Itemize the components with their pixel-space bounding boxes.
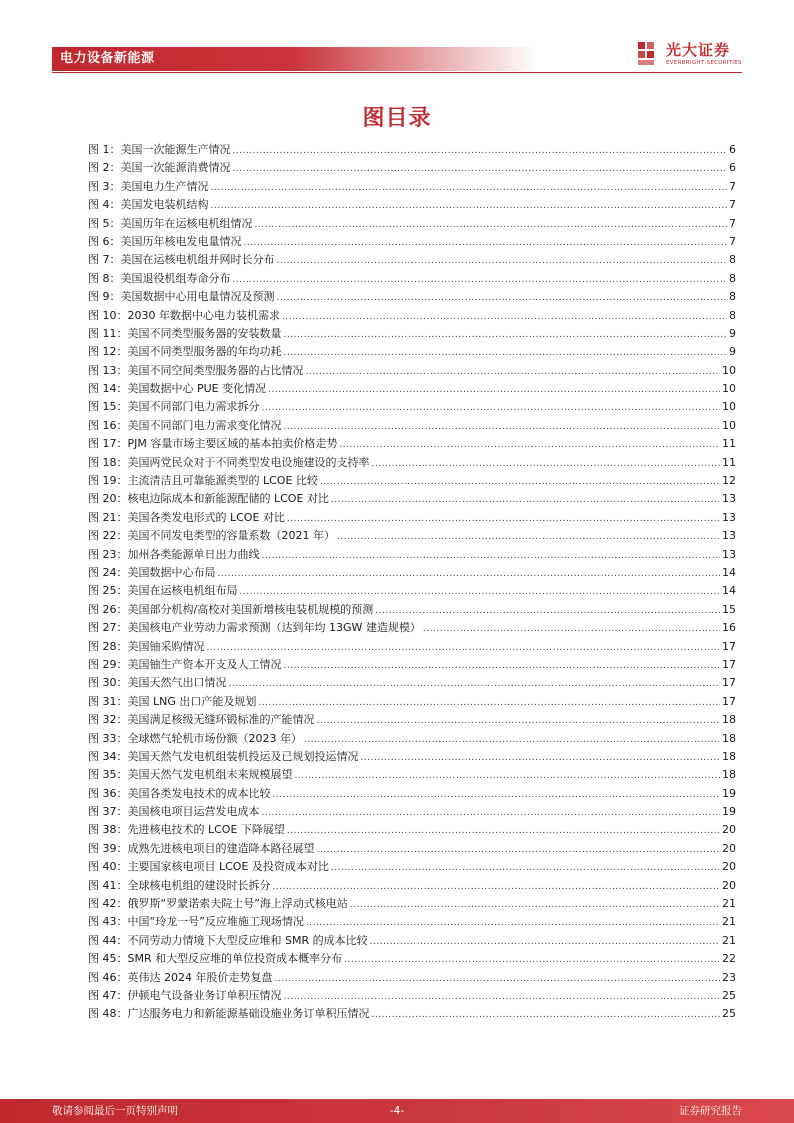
toc-leader-dots xyxy=(331,859,720,877)
toc-entry-page: 8 xyxy=(729,271,736,285)
toc-entry-page: 12 xyxy=(722,474,736,488)
toc-leader-dots xyxy=(287,822,720,840)
footer-report-type: 证券研究报告 xyxy=(679,1105,742,1117)
toc-entry-page: 20 xyxy=(722,860,736,874)
toc-entry-page: 10 xyxy=(722,382,736,396)
toc-entry-label: 图 40：主要国家核电项目 LCOE 及投资成本对比 xyxy=(88,860,329,874)
toc-leader-dots xyxy=(273,786,721,804)
toc-entry[interactable] xyxy=(88,601,736,619)
toc-leader-dots xyxy=(284,657,721,675)
toc-entry[interactable] xyxy=(88,343,736,361)
toc-entry-page: 20 xyxy=(722,878,736,892)
toc-leader-dots xyxy=(370,933,720,951)
toc-entry-page: 7 xyxy=(729,234,736,248)
toc-entry[interactable] xyxy=(88,766,736,784)
toc-entry-page: 9 xyxy=(729,345,736,359)
toc-leader-dots xyxy=(255,216,728,234)
toc-entry[interactable] xyxy=(88,196,736,214)
toc-leader-dots xyxy=(295,767,721,785)
toc-entry-page: 8 xyxy=(729,308,736,322)
toc-entry-page: 6 xyxy=(729,143,736,156)
toc-leader-dots xyxy=(207,639,721,657)
toc-entry-label: 图 5：美国历年在运核电机组情况 xyxy=(88,216,253,230)
toc-entry-label: 图 37：美国核电项目运营发电成本 xyxy=(88,805,260,819)
toc-leader-dots xyxy=(274,970,720,988)
toc-entry-label: 图 18：美国两党民众对于不同类型发电设施建设的支持率 xyxy=(88,455,370,469)
toc-entry-label: 图 35：美国天然气发电机组未来规模展望 xyxy=(88,768,293,782)
logo-mark-icon xyxy=(636,40,658,68)
toc-leader-dots xyxy=(304,731,720,749)
toc-entry[interactable] xyxy=(88,1005,736,1023)
toc-leader-dots xyxy=(317,712,721,730)
toc-entry[interactable] xyxy=(88,233,736,251)
toc-entry[interactable] xyxy=(88,251,736,269)
toc-entry[interactable] xyxy=(88,877,736,895)
toc-entry-page: 25 xyxy=(722,988,736,1002)
toc-entry-page: 8 xyxy=(729,253,736,267)
toc-entry-label: 图 44：不同劳动力情境下大型反应堆和 SMR 的成本比较 xyxy=(88,933,368,947)
toc-leader-dots xyxy=(306,363,721,381)
toc-entry[interactable] xyxy=(88,895,736,913)
toc-leader-dots xyxy=(240,583,721,601)
toc-entry-label: 图 20：核电边际成本和新能源配储的 LCOE 对比 xyxy=(88,492,329,506)
toc-leader-dots xyxy=(320,473,720,491)
toc-entry-page: 16 xyxy=(722,621,736,635)
toc-entry-label: 图 12：美国不同类型服务器的年均功耗 xyxy=(88,345,282,359)
toc-entry-page: 20 xyxy=(722,841,736,855)
toc-leader-dots xyxy=(277,252,728,270)
toc-entry-label: 图 30：美国天然气出口情况 xyxy=(88,676,227,690)
toc-entry[interactable] xyxy=(88,141,736,159)
toc-entry-label: 图 1：美国一次能源生产情况 xyxy=(88,143,231,156)
toc-leader-dots xyxy=(331,491,720,509)
toc-entry-page: 18 xyxy=(722,713,736,727)
toc-entry[interactable] xyxy=(88,619,736,637)
toc-entry-label: 图 22：美国不同发电类型的容量系数（2021 年） xyxy=(88,529,335,543)
toc-entry[interactable] xyxy=(88,325,736,343)
toc-entry-page: 13 xyxy=(722,529,736,543)
toc-entry-page: 18 xyxy=(722,749,736,763)
toc-leader-dots xyxy=(317,841,721,859)
toc-entry-label: 图 26：美国部分机构/高校对美国新增核电装机规模的预测 xyxy=(88,602,374,616)
toc-entry[interactable] xyxy=(88,748,736,766)
toc-entry-page: 7 xyxy=(729,198,736,212)
toc-leader-dots xyxy=(284,344,728,362)
toc-entry-page: 14 xyxy=(722,584,736,598)
toc-leader-dots xyxy=(344,951,720,969)
toc-entry-page: 10 xyxy=(722,400,736,414)
toc-leader-dots xyxy=(306,914,720,932)
toc-entry-label: 图 9：美国数据中心用电量情况及预测 xyxy=(88,290,275,304)
toc-entry-label: 图 3：美国电力生产情况 xyxy=(88,179,209,193)
toc-leader-dots xyxy=(244,234,728,252)
toc-entry-page: 23 xyxy=(722,970,736,984)
toc-entry-page: 17 xyxy=(722,676,736,690)
header-section-title: 电力设备新能源 xyxy=(60,51,155,66)
toc-entry[interactable] xyxy=(88,527,736,545)
toc-entry[interactable] xyxy=(88,270,736,288)
toc-leader-dots xyxy=(211,179,728,197)
toc-entry-page: 18 xyxy=(722,731,736,745)
toc-entry-page: 11 xyxy=(722,437,736,451)
toc-leader-dots xyxy=(337,528,720,546)
toc-entry-page: 17 xyxy=(722,639,736,653)
toc-entry-page: 21 xyxy=(722,897,736,911)
toc-entry-label: 图 31：美国 LNG 出口产能及规划 xyxy=(88,694,257,708)
toc-entry-label: 图 36：美国各类发电技术的成本比较 xyxy=(88,786,271,800)
toc-entry[interactable] xyxy=(88,398,736,416)
toc-entry[interactable] xyxy=(88,969,736,987)
toc-entry[interactable] xyxy=(88,711,736,729)
toc-entry[interactable] xyxy=(88,509,736,527)
toc-entry[interactable] xyxy=(88,674,736,692)
toc-entry[interactable] xyxy=(88,730,736,748)
toc-entry[interactable] xyxy=(88,821,736,839)
toc-entry[interactable] xyxy=(88,417,736,435)
toc-leader-dots xyxy=(233,160,728,178)
toc-entry[interactable] xyxy=(88,307,736,325)
toc-leader-dots xyxy=(258,694,720,712)
toc-leader-dots xyxy=(262,804,721,822)
toc-entry-label: 图 29：美国铀生产资本开支及人工情况 xyxy=(88,657,282,671)
toc-entry[interactable] xyxy=(88,490,736,508)
toc-entry-label: 图 15：美国不同部门电力需求拆分 xyxy=(88,400,260,414)
toc-entry-page: 11 xyxy=(722,455,736,469)
toc-entry-page: 25 xyxy=(722,1007,736,1021)
toc-entry-page: 7 xyxy=(729,216,736,230)
logo-chinese-name: 光大证券 xyxy=(666,41,731,59)
toc-entry-page: 13 xyxy=(722,510,736,524)
toc-entry-page: 15 xyxy=(722,602,736,616)
toc-entry[interactable] xyxy=(88,693,736,711)
toc-leader-dots xyxy=(233,271,728,289)
toc-entry[interactable] xyxy=(88,840,736,858)
toc-entry-label: 图 6：美国历年核电发电量情况 xyxy=(88,234,242,248)
toc-leader-dots xyxy=(233,142,728,160)
toc-entry-label: 图 43：中国“玲龙一号”反应堆施工现场情况 xyxy=(88,915,304,929)
toc-entry-label: 图 41：全球核电机组的建设时长拆分 xyxy=(88,878,271,892)
toc-leader-dots xyxy=(287,510,720,528)
toc-leader-dots xyxy=(262,547,721,565)
toc-entry-label: 图 17：PJM 容量市场主要区域的基本拍卖价格走势 xyxy=(88,437,338,451)
toc-entry[interactable] xyxy=(88,803,736,821)
toc-entry[interactable] xyxy=(88,546,736,564)
toc-leader-dots xyxy=(273,878,721,896)
toc-entry-page: 8 xyxy=(729,290,736,304)
page-title: 图目录 xyxy=(362,106,432,131)
toc-entry-page: 21 xyxy=(722,933,736,947)
toc-entry-page: 14 xyxy=(722,565,736,579)
toc-entry-page: 6 xyxy=(729,161,736,175)
toc-leader-dots xyxy=(211,197,728,215)
toc-leader-dots xyxy=(372,1006,721,1024)
toc-entry-page: 13 xyxy=(722,547,736,561)
footer-disclaimer-link: 敬请参阅最后一页特别声明 xyxy=(52,1105,178,1117)
toc-entry-page: 21 xyxy=(722,915,736,929)
toc-entry-label: 图 39：成熟先进核电项目的建造降本路径展望 xyxy=(88,841,315,855)
toc-entry[interactable] xyxy=(88,159,736,177)
toc-entry[interactable] xyxy=(88,638,736,656)
toc-entry[interactable] xyxy=(88,472,736,490)
page-number: -4- xyxy=(389,1105,405,1117)
toc-entry[interactable] xyxy=(88,785,736,803)
toc-leader-dots xyxy=(282,308,727,326)
toc-entry-label: 图 11：美国不同类型服务器的安装数量 xyxy=(88,326,282,340)
toc-entry-page: 17 xyxy=(722,657,736,671)
toc-leader-dots xyxy=(361,749,721,767)
toc-entry-label: 图 42：俄罗斯“罗蒙诺索夫院士号”海上浮动式核电站 xyxy=(88,897,348,911)
toc-entry-page: 10 xyxy=(722,418,736,432)
toc-entry[interactable] xyxy=(88,656,736,674)
toc-entry-page: 20 xyxy=(722,823,736,837)
toc-entry[interactable] xyxy=(88,435,736,453)
toc-leader-dots xyxy=(284,418,721,436)
toc-leader-dots xyxy=(284,326,728,344)
toc-entry-page: 9 xyxy=(729,326,736,340)
toc-entry[interactable] xyxy=(88,288,736,306)
header-divider xyxy=(52,72,742,73)
toc-leader-dots xyxy=(277,289,728,307)
toc-entry-label: 图 23：加州各类能源单日出力曲线 xyxy=(88,547,260,561)
toc-entry-label: 图 48：广达服务电力和新能源基础设施业务订单积压情况 xyxy=(88,1007,370,1021)
toc-entry-label: 图 25：美国在运核电机组布局 xyxy=(88,584,238,598)
toc-entry[interactable] xyxy=(88,913,736,931)
toc-entry[interactable] xyxy=(88,987,736,1005)
toc-entry-label: 图 4：美国发电装机结构 xyxy=(88,198,209,212)
toc-entry-label: 图 33：全球燃气轮机市场份额（2023 年） xyxy=(88,731,302,745)
toc-entry[interactable] xyxy=(88,950,736,968)
toc-entry-label: 图 7：美国在运核电机组并网时长分布 xyxy=(88,253,275,267)
toc-entry[interactable] xyxy=(88,380,736,398)
toc-entry-page: 22 xyxy=(722,952,736,966)
toc-entry-label: 图 2：美国一次能源消费情况 xyxy=(88,161,231,175)
toc-entry-label: 图 34：美国天然气发电机组装机投运及已规划投运情况 xyxy=(88,749,359,763)
toc-entry[interactable] xyxy=(88,932,736,950)
toc-entry-page: 13 xyxy=(722,492,736,506)
toc-leader-dots xyxy=(262,399,721,417)
toc-leader-dots xyxy=(268,381,720,399)
toc-entry-page: 19 xyxy=(722,805,736,819)
toc-leader-dots xyxy=(218,565,721,583)
toc-entry-label: 图 16：美国不同部门电力需求变化情况 xyxy=(88,418,282,432)
toc-entry[interactable] xyxy=(88,582,736,600)
toc-entry-label: 图 38：先进核电技术的 LCOE 下降展望 xyxy=(88,823,285,837)
toc-entry-page: 19 xyxy=(722,786,736,800)
toc-entry-page: 17 xyxy=(722,694,736,708)
toc-entry-page: 7 xyxy=(729,179,736,193)
toc-leader-dots xyxy=(375,602,720,620)
toc-entry-label: 图 24：美国数据中心布局 xyxy=(88,565,216,579)
toc-leader-dots xyxy=(423,620,720,638)
figure-list xyxy=(88,141,736,1024)
toc-leader-dots xyxy=(372,455,721,473)
toc-entry-label: 图 14：美国数据中心 PUE 变化情况 xyxy=(88,382,267,396)
toc-leader-dots xyxy=(284,988,721,1006)
toc-entry-page: 10 xyxy=(722,363,736,377)
toc-entry-label: 图 8：美国退役机组寿命分布 xyxy=(88,271,231,285)
toc-entry[interactable] xyxy=(88,178,736,196)
toc-leader-dots xyxy=(350,896,720,914)
toc-leader-dots xyxy=(229,675,721,693)
toc-entry-label: 图 46：英伟达 2024 年股价走势复盘 xyxy=(88,970,273,984)
toc-entry-label: 图 10：2030 年数据中心电力装机需求 xyxy=(88,308,280,322)
toc-entry[interactable] xyxy=(88,454,736,472)
toc-entry[interactable] xyxy=(88,858,736,876)
toc-entry[interactable] xyxy=(88,362,736,380)
toc-leader-dots xyxy=(339,436,720,454)
toc-entry-page: 18 xyxy=(722,768,736,782)
toc-entry-label: 图 28：美国铀采购情况 xyxy=(88,639,205,653)
toc-entry[interactable] xyxy=(88,564,736,582)
toc-entry-label: 图 32：美国满足核级无缝环锻标准的产能情况 xyxy=(88,713,315,727)
toc-entry[interactable] xyxy=(88,215,736,233)
toc-entry-label: 图 19：主流清洁且可靠能源类型的 LCOE 比较 xyxy=(88,474,318,488)
toc-entry-label: 图 27：美国核电产业劳动力需求预测（达到年均 13GW 建造规模） xyxy=(88,621,421,635)
company-logo xyxy=(636,40,742,70)
toc-entry-label: 图 45：SMR 和大型反应堆的单位投资成本概率分布 xyxy=(88,952,343,966)
toc-entry-label: 图 21：美国各类发电形式的 LCOE 对比 xyxy=(88,510,285,524)
logo-english-name: EVERBRIGHT SECURITIES xyxy=(666,60,742,66)
toc-entry-label: 图 13：美国不同空间类型服务器的占比情况 xyxy=(88,363,304,377)
toc-entry-label: 图 47：伊顿电气设备业务订单积压情况 xyxy=(88,988,282,1002)
